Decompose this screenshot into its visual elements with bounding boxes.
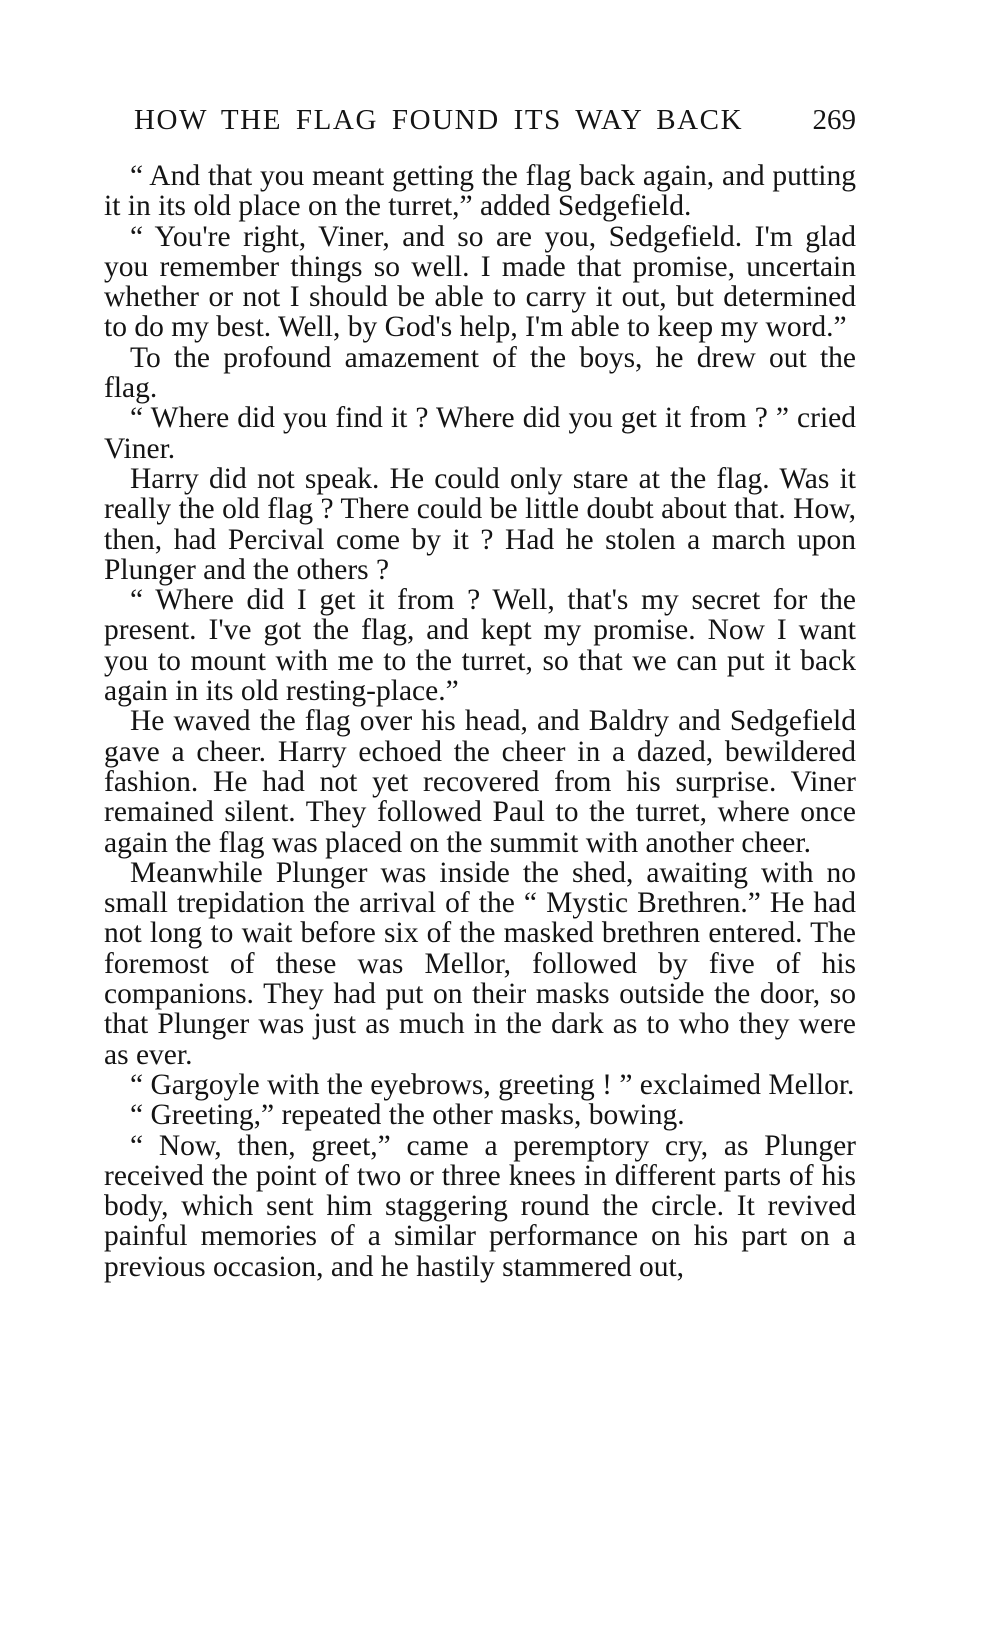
paragraph-10: “ Greeting,” repeated the other masks, bowing. (130, 1099, 685, 1132)
paragraph-7: He waved the flag over his head, and Baldry and Sedgefield gave a cheer. Harry echoed the cheer in a dazed, bewildered fashion. He had not yet recovered from his surprise. Viner remained silent. They followed Paul to the turret, where once again the flag was placed on the summit with another cheer. (104, 705, 856, 859)
page-number: 269 (812, 104, 856, 136)
paragraph-4: “ Where did you find it ? Where did you get it from ? ” cried Viner. (104, 402, 856, 465)
paragraph-2: “ You're right, Viner, and so are you, Sedgefield. I'm glad you remember things so well. I made that promise, uncertain whether or not I should be able to carry it out, but determined to do my best. Well, by God's help, I'm able to keep my word.” (104, 220, 856, 344)
paragraph-3: To the profound amazement of the boys, he drew out the flag. (104, 341, 856, 405)
paragraph-5: Harry did not speak. He could only stare at the flag. Was it really the old flag ? There could be little doubt about that. How, then, had Percival come by it ? Had he stolen a march upon Plunger and the others ? (104, 462, 856, 586)
body-text (104, 161, 856, 1282)
paragraph-8: Meanwhile Plunger was inside the shed, awaiting with no small trepidation the arrival of the “ Mystic Brethren.” He had not long to wait before six of the masked brethren entered. The foremost of these was Mellor, followed by five of his companions. They had put on their masks outside the door, so that Plunger was just as much in the dark as to who they were as ever. (104, 856, 856, 1071)
paragraph-6: “ Where did I get it from ? Well, that's my secret for the present. I've got the flag, and kept my promise. Now I want you to mount with me to the turret, so that we can put it back again in its old resting-place.” (104, 584, 856, 708)
paragraph-1: “ And that you meant getting the flag back again, and putting it in its old place on the turret,” added Sedgefield. (104, 160, 856, 223)
paragraph-9: “ Gargoyle with the eyebrows, greeting ! ” exclaimed Mellor. (130, 1068, 855, 1101)
paragraph-11: “ Now, then, greet,” came a peremptory cry, as Plunger received the point of two or three knees in different parts of his body, which sent him staggering round the circle. It revived painful memories of a similar performance on his part on a previous occasion, and he hastily stammered out, (104, 1129, 856, 1283)
running-header (130, 104, 870, 144)
running-title: HOW THE FLAG FOUND ITS WAY BACK (134, 104, 744, 136)
